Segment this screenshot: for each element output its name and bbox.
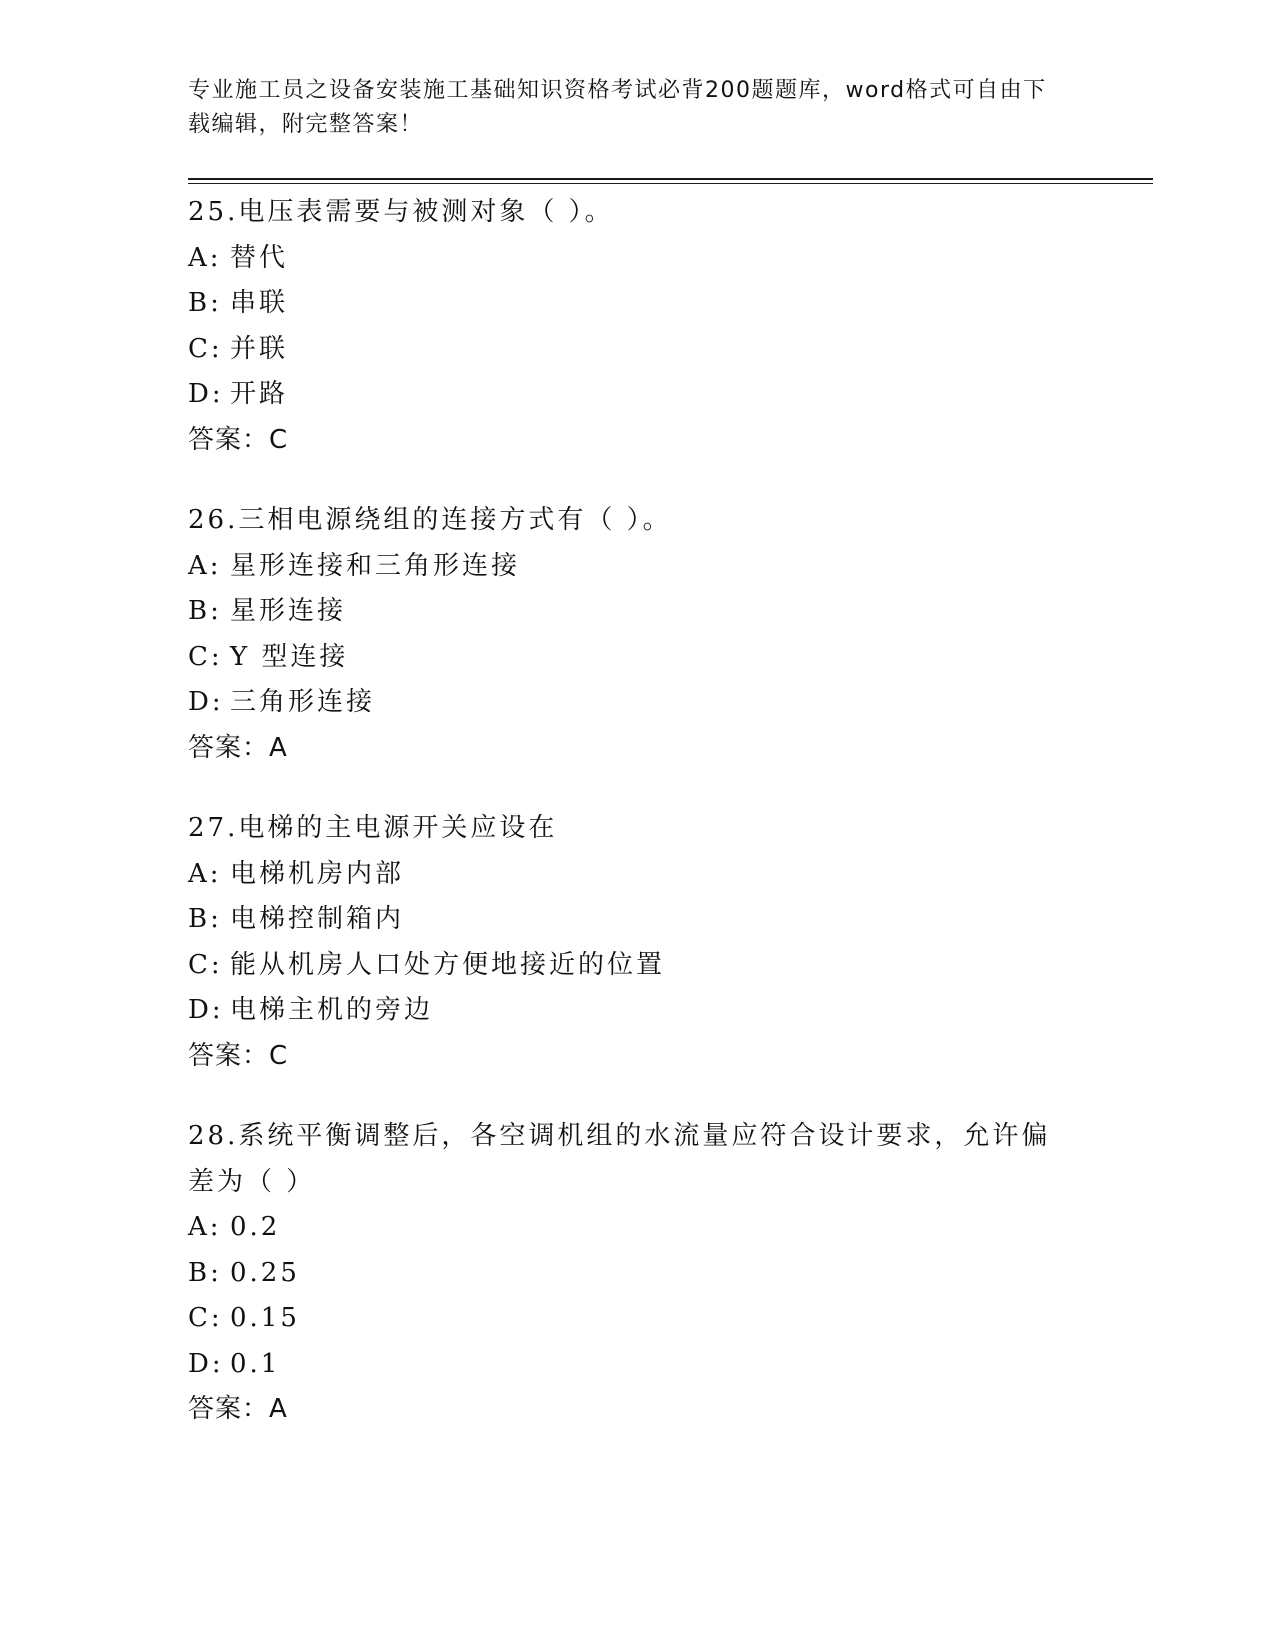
option-text: 电梯控制箱内 [230,904,405,934]
option-label: B: [188,596,222,626]
option-a [188,544,1088,590]
option-text: 电梯机房内部 [230,858,405,889]
option-label: A: [188,242,222,273]
option-label: A: [188,858,222,889]
option-label: C: [188,949,223,980]
option-d [188,372,1088,418]
question-stem: 28.系统平衡调整后，各空调机组的水流量应符合设计要求，允许偏差为（ ） [188,1121,1051,1197]
option-label: C: [188,641,223,672]
answer-line: 答案：C [188,424,289,455]
question-stem: 27.电梯的主电源开关应设在 [188,813,558,843]
header-divider-thin [188,183,1153,184]
option-text: 0.25 [230,1257,300,1288]
option-label: D: [188,1348,224,1379]
question-stem: 26.三相电源绕组的连接方式有（ ）。 [188,505,672,535]
option-text: 0.15 [230,1303,300,1333]
option-text: 替代 [230,242,289,273]
option-b [188,281,1088,327]
option-label: B: [188,904,222,934]
option-d [188,680,1088,726]
option-label: A: [188,550,222,581]
question-27 [188,806,1088,1079]
option-a [188,1205,1088,1251]
option-b [188,589,1088,635]
option-label: C: [188,333,223,364]
question-list [188,190,1088,1468]
option-c [188,943,1088,989]
option-text: 三角形连接 [230,687,376,717]
option-c [188,327,1088,373]
option-text: 星形连接 [230,596,347,626]
option-label: C: [188,1303,223,1333]
option-text: 0.1 [230,1348,281,1379]
option-a [188,236,1088,282]
option-a [188,852,1088,898]
option-text: 0.2 [230,1212,281,1242]
question-25 [188,190,1088,463]
option-label: A: [188,1212,222,1242]
option-label: D: [188,379,224,409]
answer-line: 答案：A [188,732,288,763]
question-26 [188,498,1088,771]
document-header: 专业施工员之设备安装施工基础知识资格考试必背200题题库，word格式可自由下载编辑，附完整答案！ [188,78,1047,137]
option-d [188,1342,1088,1388]
question-28 [188,1114,1088,1433]
question-stem: 25.电压表需要与被测对象（ ）。 [188,197,614,227]
option-c [188,635,1088,681]
header-divider-thick [188,178,1153,180]
option-text: 并联 [230,333,289,364]
answer-line: 答案：C [188,1040,289,1071]
option-d [188,988,1088,1034]
option-c [188,1296,1088,1342]
answer-line: 答案：A [188,1394,288,1424]
option-label: B: [188,1257,222,1288]
option-text: 星形连接和三角形连接 [230,550,521,581]
option-b [188,897,1088,943]
option-label: B: [188,288,222,318]
option-b [188,1251,1088,1297]
option-text: 开路 [230,379,289,409]
option-text: 能从机房人口处方便地接近的位置 [230,949,666,980]
option-text: Y 型连接 [230,641,349,672]
option-label: D: [188,995,224,1025]
option-text: 串联 [230,288,289,318]
option-text: 电梯主机的旁边 [230,995,434,1025]
option-label: D: [188,687,224,717]
